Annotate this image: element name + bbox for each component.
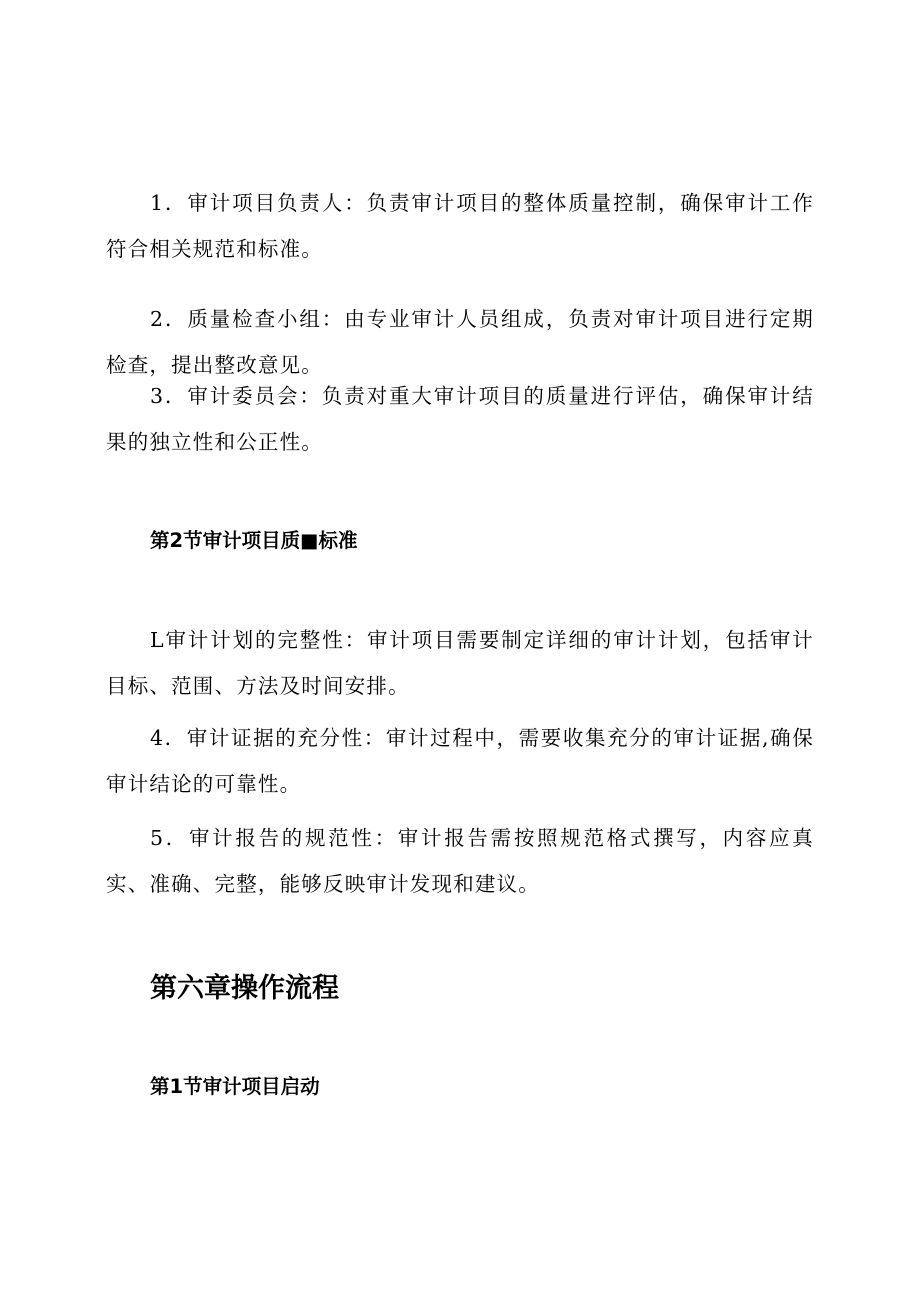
paragraph-report-standardization: 5．审计报告的规范性：审计报告需按照规范格式撰写，内容应真实、准确、完整，能够反映审计发现和建议。 xyxy=(106,826,814,896)
paragraph-audit-committee: 3．审计委员会：负责对重大审计项目的质量进行评估，确保审计结果的独立性和公正性。 xyxy=(106,384,814,454)
paragraph-quality-check-team: 2．质量检查小组：由专业审计人员组成，负责对审计项目进行定期检查，提出整改意见。 xyxy=(106,307,814,377)
section-heading-quality-standards: 第2节审计项目质■标准 xyxy=(150,529,358,552)
section-heading-project-start: 第1节审计项目启动 xyxy=(150,1075,320,1098)
chapter-heading-operation-process: 第六章操作流程 xyxy=(150,973,339,1004)
paragraph-plan-completeness: L审计计划的完整性：审计项目需要制定详细的审计计划，包括审计目标、范围、方法及时间安排。 xyxy=(106,628,814,698)
paragraph-evidence-sufficiency: 4．审计证据的充分性：审计过程中，需要收集充分的审计证据,确保审计结论的可靠性。 xyxy=(106,726,814,796)
paragraph-audit-project-lead: 1．审计项目负责人：负责审计项目的整体质量控制，确保审计工作符合相关规范和标准。 xyxy=(106,191,814,261)
